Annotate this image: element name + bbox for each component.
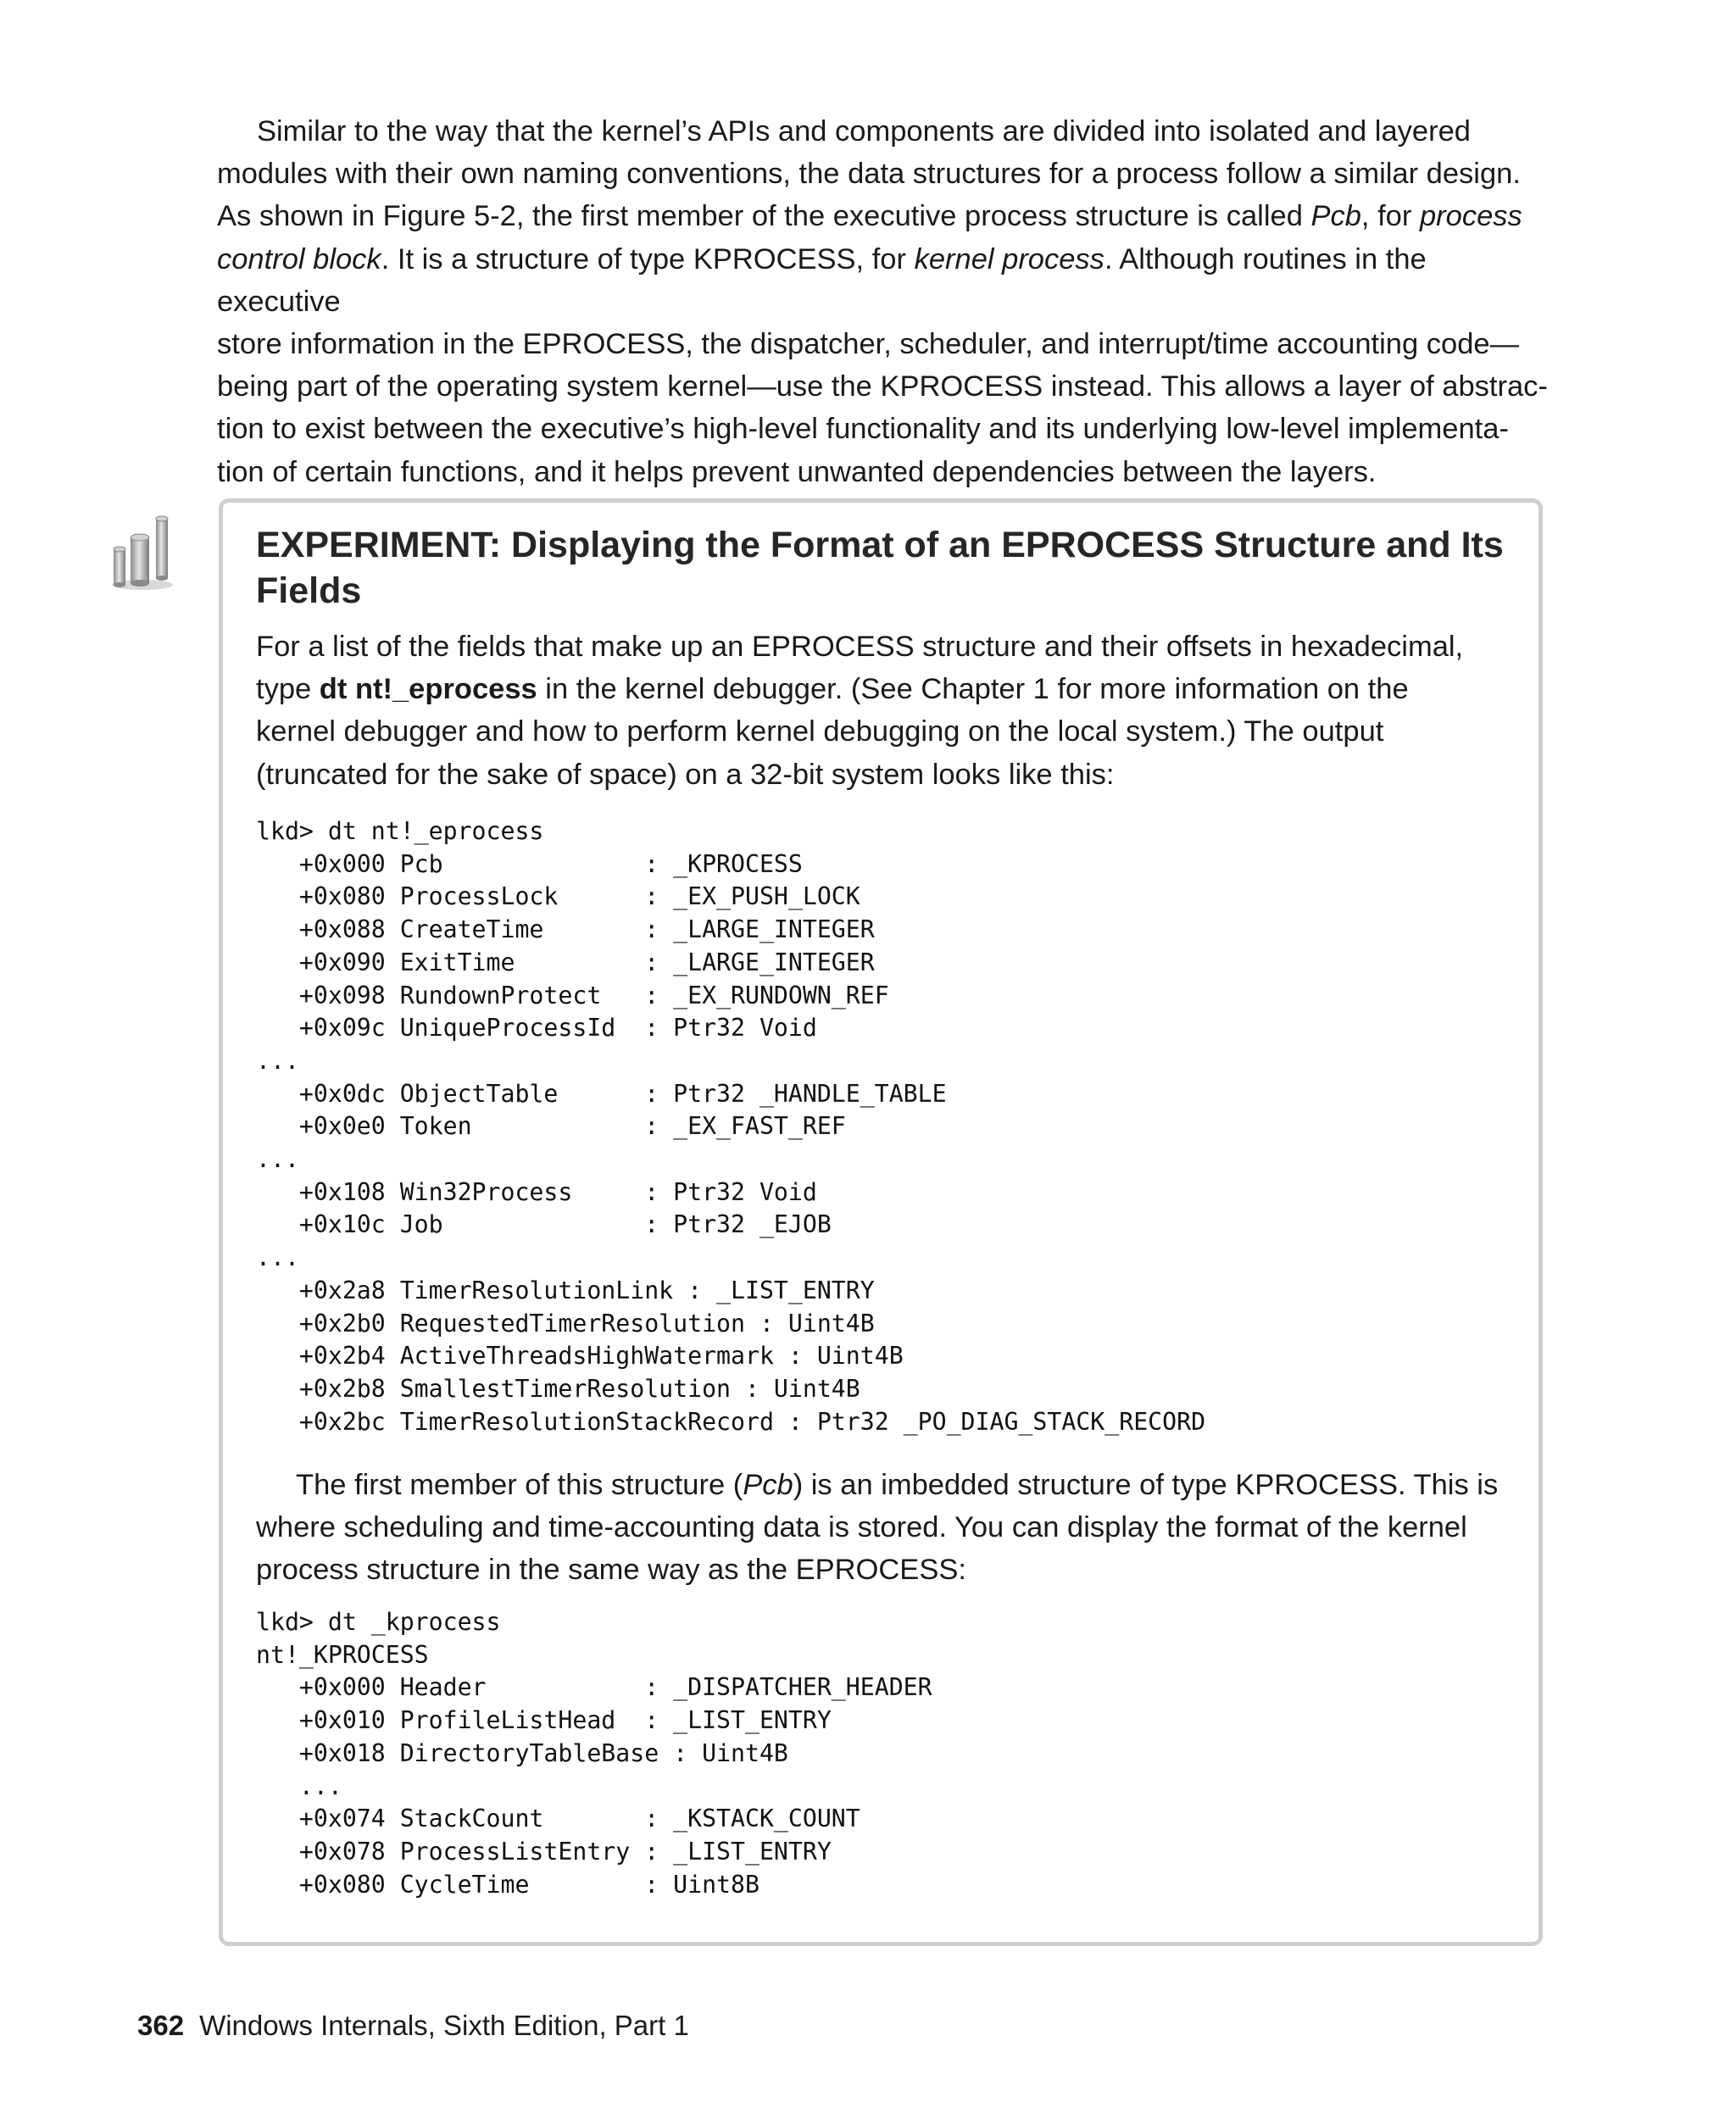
code-line: +0x2b4 ActiveThreadsHighWatermark : Uint4B (256, 1342, 904, 1371)
experiment-icon (108, 512, 178, 592)
code-line: lkd> dt _kprocess (256, 1608, 501, 1636)
code-line: +0x108 Win32Process : Ptr32 Void (256, 1177, 817, 1206)
code-line: ... (256, 1771, 342, 1800)
code-line: +0x074 StackCount : _KSTACK_COUNT (256, 1805, 860, 1833)
page-footer (137, 2009, 689, 2043)
experiment-title: EXPERIMENT: Displaying the Format of an EPROCESS Structure and Its Fields (256, 525, 1504, 611)
code-line: +0x088 CreateTime : _LARGE_INTEGER (256, 915, 875, 944)
code-line: +0x018 DirectoryTableBase : Uint4B (256, 1738, 788, 1767)
code-line: +0x10c Job : Ptr32 _EJOB (256, 1210, 832, 1239)
code-line: +0x098 RundownProtect : _EX_RUNDOWN_REF (256, 981, 889, 1009)
code-line: +0x0e0 Token : _EX_FAST_REF (256, 1112, 846, 1141)
code-block-kprocess (256, 1606, 932, 1901)
code-line: +0x2b0 RequestedTimerResolution : Uint4B (256, 1309, 875, 1338)
code-line: +0x080 ProcessLock : _EX_PUSH_LOCK (256, 882, 860, 911)
code-line: +0x2a8 TimerResolutionLink : _LIST_ENTRY (256, 1276, 875, 1304)
code-line: +0x0dc ObjectTable : Ptr32 _HANDLE_TABLE (256, 1079, 947, 1108)
code-block-eprocess (256, 815, 1205, 1438)
code-line: +0x2b8 SmallestTimerResolution : Uint4B (256, 1374, 860, 1403)
page-number: 362 (137, 2010, 185, 2041)
code-line: +0x2bc TimerResolutionStackRecord : Ptr32 _PO_DIAG_STACK_RECORD (256, 1407, 1206, 1436)
code-line: +0x078 ProcessListEntry : _LIST_ENTRY (256, 1837, 832, 1866)
code-line: ... (256, 1046, 299, 1075)
intro-paragraph: Similar to the way that the kernel’s APIs and components are divided into isolated and layered modules with their own naming conventions, the data structures for a process follow a similar design. As shown in Figure 5-2, the first member of the executive process structure is called Pcb, for process control block. It is a structure of type KPROCESS, for kernel process. Although routines in the executive store information in the EPROCESS, the dispatcher, scheduler, and interrupt/time accounting code— being part of the operating system kernel—use the KPROCESS instead. This allows a layer of abstrac- tion to exist between the executive’s high-level functionality and its underlying low-level implementa- tion of certain functions, and it helps prevent unwanted dependencies between the layers. (217, 115, 1548, 488)
code-line: nt!_KPROCESS (256, 1640, 429, 1669)
inline-command: dt nt!_eprocess (319, 673, 537, 706)
code-line: +0x000 Pcb : _KPROCESS (256, 849, 803, 878)
book-title: Windows Internals, Sixth Edition, Part 1 (199, 2010, 689, 2041)
code-line: ... (256, 1243, 299, 1272)
code-line: +0x09c UniqueProcessId : Ptr32 Void (256, 1014, 817, 1043)
code-line: +0x090 ExitTime : _LARGE_INTEGER (256, 948, 875, 976)
experiment-paragraph-1: For a list of the fields that make up an EPROCESS structure and their offsets in hexadecimal, type dt nt!_eprocess in the kernel debugger. (See Chapter 1 for more information on the kernel debugger and how to perform kernel debugging on the local system.) The output (truncated for the sake of space) on a 32-bit system looks like this: (256, 631, 1464, 791)
code-line: +0x010 ProfileListHead : _LIST_ENTRY (256, 1706, 832, 1735)
experiment-paragraph-2: The first member of this structure (Pcb) is an imbedded structure of type KPROCESS. This is where scheduling and time-accounting data is stored. You can display the format of the kernel process structure in the same way as the EPROCESS: (256, 1469, 1499, 1587)
code-line: lkd> dt nt!_eprocess (256, 817, 544, 845)
code-line: ... (256, 1145, 299, 1174)
code-line: +0x000 Header : _DISPATCHER_HEADER (256, 1673, 932, 1702)
code-line: +0x080 CycleTime : Uint8B (256, 1870, 760, 1899)
